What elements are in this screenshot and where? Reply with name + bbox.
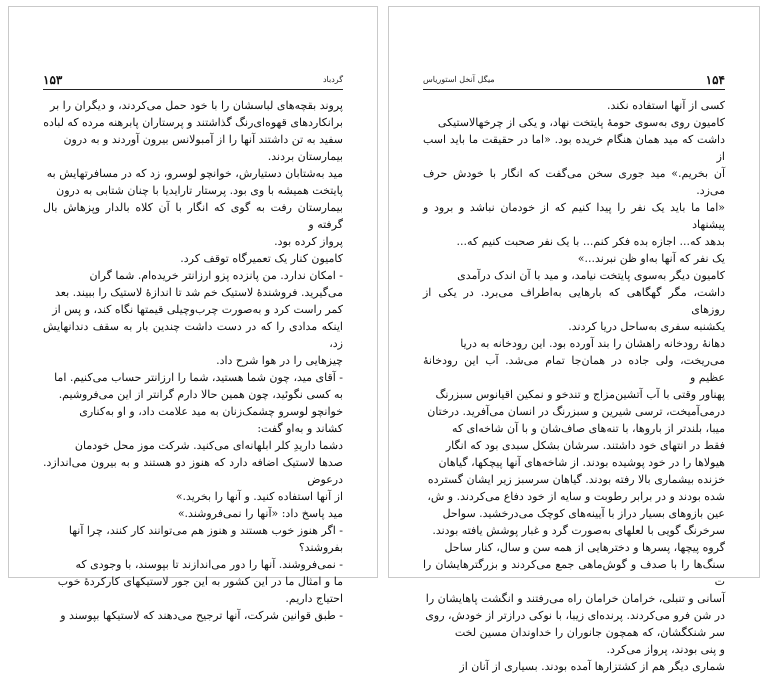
right-page-number: ۱۵۴ (705, 73, 725, 87)
left-page-body (43, 97, 343, 622)
right-page-body (423, 97, 725, 673)
left-page-text: پروند بقچه‌های لباسشان را با خود حمل می‌کردند، و دیگران را بر برانکاردهای قهوه‌ای‌رنگ گذاشتند و پرستاران پابرهنه مرده که لباده‌ سفید به تن داشتند آنها را از آمبولانس بیرون آوردند و به درون بیمارستان بردند. مید به‌شتابان دستیارش، خوانچو لوسرو، زد که در مسافرتهایش به پایتخت همیشه با وی بود. پرستار تارایدیا با چنان شتابی به درون بیمارستان رفت به گوی که انگار با آن کلاه بالدار وپزهاش بال گرفته و پرواز کرده بود. کامیون کنار یک تعمیرگاه توقف کرد. - امکان ندارد. من پانزده پزو ارزانتر خریده‌ام. شما گران می‌گیرید. فروشندهٔ لاستیک خم شد تا اندازهٔ لاستیک را ببیند. بعد کمر راست کرد و به‌صورت چرب‌وچیلی قیمتها نگاه کند، و پس از اینکه مدادی را که در دست داشت چندین بار به سقف دندانهایش زد، چیزهایی را در هوا شرح داد. - آقای مید، چون شما هستید، شما را ارزانتر حساب می‌کنیم. اما به کسی نگوئید، چون همین حالا دارم گرانتر از این می‌فروشیم. خوانچو لوسرو چشمک‌زنان به مید علامت داد، و او به‌کناری کشاند و به‌او گفت: دشما داریدِ کلر ابلهانه‌ای می‌کنید. شرکت موز محل خودمان صدها لاستیک اضافه دارد که هنوز دو هستند و به بیرون می‌اندازد. درعوض از آنها استفاده کنید. و آنها را بخرید.» مید پاسخ داد: «آنها را نمی‌فروشند.» - اگر هنوز خوب هستند و هنوز هم می‌توانند کار کنند، چرا آنها بفروشند؟ - نمی‌فروشند. آنها را دور می‌اندازند تا بپوسند، با وجودی که ما و امثال ما در این کشور به این جور لاستیکهای کارکردهٔ خوب احتیاج داریم. - طبق قوانین شرکت، آنها ترجیح می‌دهند که لاستیکها بپوسند و (43, 99, 343, 622)
right-page-header (423, 73, 725, 90)
right-page-text: کسی از آنها استفاده نکند. کامیون روی به‌سوی حومهٔ پایتخت نهاد، و یکی از چرخهالاستیکی داشت که مید همان هنگام خریده بود. «اما در حقیقت ما باید اسب از آن بخریم.» مید جوری سخن می‌گفت که انگار با خودش حرف می‌زد. «اما ما باید یک نفر را پیدا کنیم که از خودمان نباشد و برود و پیشنهاد بدهد که... اجازه بده فکر کنم... با یک نفر صحبت کنیم که... یک نفر که آنها به‌او ظن نبرند...» کامیون دیگر به‌سوی پایتخت نیامد، و مید با آن اندک درآمدی داشت، مگر گهگاهی که بارهایی به‌اطراف می‌برد. در یکی از روزهای یکشنبه سفری به‌ساحل دریا کردند. دهانهٔ رودخانه راهشان را بند آورده بود. این رودخانه به دریا می‌ریخت، ولی جاده در همان‌جا تمام می‌شد. آب این رودخانهٔ عظیم و پهناور وقتی با آب آتشین‌مزاج و تندخو و نمکین اقیانوس سبزرنگ درمی‌آمیخت، ترسی شیرین و سبزرنگ در انسان می‌آفرید. درختان میبا، بلندتر از باروها، با تنه‌های صاف‌شان و با آن شاخه‌ای که فقط در انتهای خود داشتند. سرشان بشکل سبدی بود که انگار هیولاها را در خود پوشیده بودند. از شاخه‌های آنها پیچکها، گیاهان خزنده بیشماری بالا رفته بودند. گیاهان سرسبز زیر ایشان گسترده شده بودند و در برابر رطوبت و سایه از خود دفاع می‌کردند. و ش، عین بازوهای بسیار دراز با آیینه‌های کوچک می‌درخشید. سواحل سرخرنگ گویی با لعلهای به‌صورت گرد و غبار پوشش یافته بودند. گروه پیچها، پسرها و دختر‌هایی از همه سن و سال، کنار ساحل سنگ‌ها را با صدف و گوش‌ماهی جمع می‌کردند و بزرگتر‌هایشان را ت آسانی و تنبلی، خرامان خرامان راه می‌رفتند و انگشت پاهایشان را در شن فرو می‌کردند. پرنده‌ای زیبا، با نوکی درازتر از خودش، روی سر شنکگشان، که همچون جانوران را خداوندان مسین لخت و پنی بودند، پرواز می‌کرد. شماری دیگر هم از کشتزارها آمده بودند. بسیاری از آنان از (423, 99, 725, 673)
right-running-title: میگل آنخل استوریاس (423, 75, 495, 84)
left-running-title: گردباد (322, 75, 343, 84)
left-book-page (8, 6, 378, 622)
left-page-number: ۱۵۳ (43, 73, 63, 87)
left-page-header (43, 73, 343, 90)
right-book-page (388, 6, 760, 673)
